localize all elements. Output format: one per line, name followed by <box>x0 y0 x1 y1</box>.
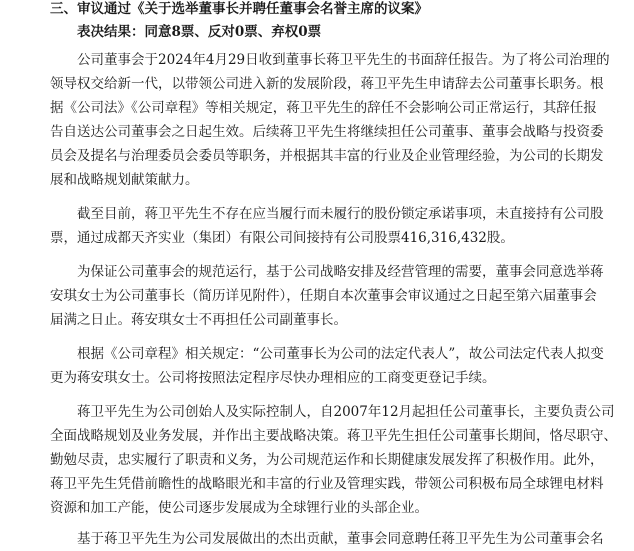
paragraph-line: 蒋卫平先生凭借前瞻性的战略眼光和丰富的行业及管理实践，带领公司积极布局全球锂电材料 <box>50 476 604 492</box>
paragraph-line: 员会及提名与治理委员会委员等职务，并根据其丰富的行业及企业管理经验，为公司的长期发 <box>50 148 604 164</box>
paragraph-line: 届满之日止。蒋安琪女士不再担任公司副董事长。 <box>50 312 347 328</box>
paragraph-line: 据《公司法》《公司章程》等相关规定，蒋卫平先生的辞任不会影响公司正常运行，其辞任报 <box>50 100 597 116</box>
paragraph-line: 基于蒋卫平先生为公司发展做出的杰出贡献，董事会同意聘任蒋卫平先生为公司董事会名 <box>77 531 604 547</box>
paragraph-line: 告自送达公司董事会之日起生效。后续蒋卫平先生将继续担任公司董事、董事会战略与投资委 <box>50 124 604 140</box>
paragraph-line: 勤勉尽责，忠实履行了职责和义务，为公司规范运作和长期健康发展发挥了积极作用。此外， <box>50 452 604 468</box>
paragraph-line: 领导权交给新一代，以带领公司进入新的发展阶段，蒋卫平先生申请辞去公司董事长职务。根 <box>50 76 604 92</box>
paragraph-line: 根据《公司章程》相关规定：“公司董事长为公司的法定代表人”，故公司法定代表人拟变 <box>77 346 604 362</box>
paragraph-line: 展和战略规划献策献力。 <box>50 172 199 188</box>
paragraph-line: 蒋卫平先生为公司创始人及实际控制人，自2007年12月起担任公司董事长，主要负责公司 <box>77 404 615 420</box>
paragraph-line: 资源和加工产能，使公司逐步发展成为全球锂行业的头部企业。 <box>50 500 428 516</box>
paragraph-line: 公司董事会于2024年4月29日收到董事长蒋卫平先生的书面辞任报告。为了将公司治理的 <box>77 52 610 68</box>
vote-result: 表决结果：同意8票、反对0票、弃权0票 <box>77 24 322 40</box>
paragraph-line: 票，通过成都天齐实业（集团）有限公司间接持有公司股票416,316,432股。 <box>50 230 514 246</box>
paragraph-line: 更为蒋安琪女士。公司将按照法定程序尽快办理相应的工商变更登记手续。 <box>50 370 496 386</box>
paragraph-line: 截至目前，蒋卫平先生不存在应当履行而未履行的股份锁定承诺事项，未直接持有公司股 <box>77 206 604 222</box>
paragraph-line: 安琪女士为公司董事长（简历详见附件），任期自本次董事会审议通过之日起至第六届董事会 <box>50 288 597 304</box>
section-title: 三、审议通过《关于选举董事长并聘任董事会名誉主席的议案》 <box>50 1 428 17</box>
paragraph-line: 全面战略规划及业务发展，并作出主要战略决策。蒋卫平先生担任公司董事长期间，恪尽职守、 <box>50 428 617 444</box>
paragraph-line: 为保证公司董事会的规范运行，基于公司战略安排及经营管理的需要，董事会同意选举蒋 <box>77 264 604 280</box>
